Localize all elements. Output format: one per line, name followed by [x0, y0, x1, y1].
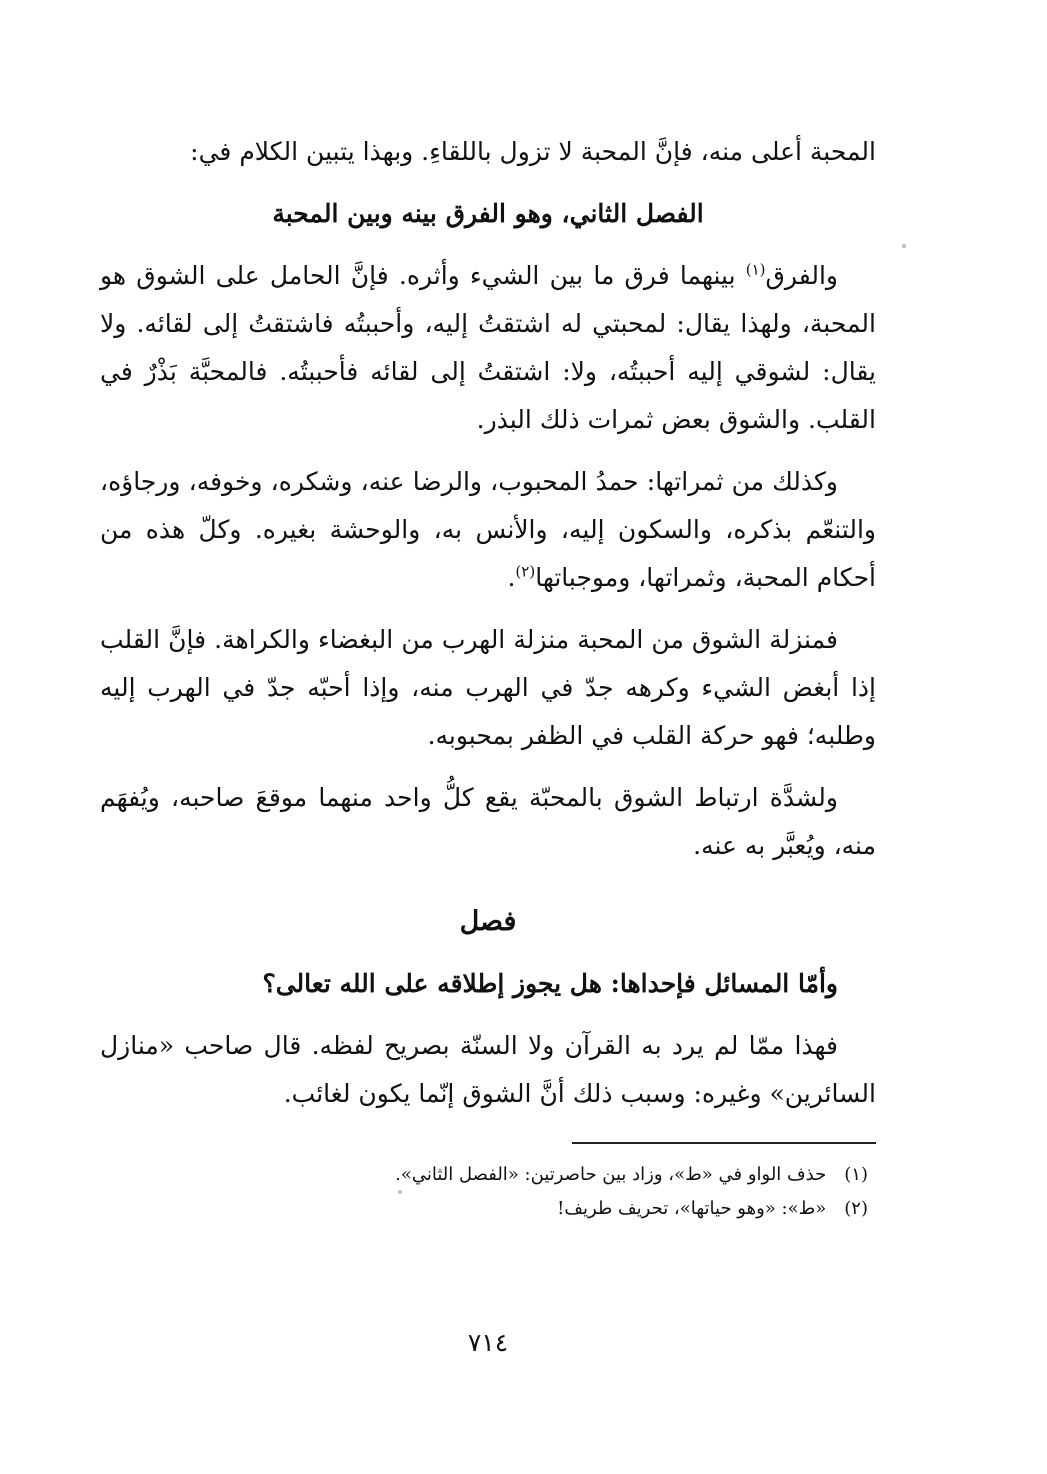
page-number: ٧١٤: [467, 1328, 509, 1357]
section-title-fasl: فصل: [459, 906, 517, 937]
paragraph-1: المحبة أعلى منه، فإنَّ المحبة لا تزول باللقاءِ. وبهذا يتبين الكلام في:: [190, 137, 876, 166]
paragraph-3: [100, 458, 876, 602]
paragraph-6: فهذا ممّا لم يرد به القرآن ولا السنّة بصريح لفظه. قال صاحب «منازل السائرين» وغيره: وسبب ذلك أنَّ الشوق إنّما يكون لغائب.: [100, 1031, 876, 1108]
paragraph-2-start: والفرق: [765, 261, 838, 290]
footnote-2-number: (٢): [844, 1198, 868, 1219]
footnote-1: [100, 1158, 876, 1192]
paragraph-3-start: وكذلك من ثمراتها: حمدُ المحبوب، والرضا عنه، وشكره، وخوفه، ورجاؤه، والتنعّم بذكره، والسكون إليه، والأنس به، والوحشة بغيره. وكلّ هذه من أحكام المحبة، وثمراتها، وموجباتها: [100, 467, 876, 592]
footnote-separator: [572, 1142, 876, 1144]
section-heading-second-chapter: الفصل الثاني، وهو الفرق بينه وبين المحبة: [272, 199, 704, 228]
paragraph-2: [100, 252, 876, 444]
footnote-2-text: «ط»: «وهو حياتها»، تحريف طريف!: [557, 1198, 827, 1219]
paragraph-5: ولشدَّة ارتباط الشوق بالمحبّة يقع كلُّ واحد منهما موقعَ صاحبه، ويُفهَم منه، ويُعبَّر به عنه.: [100, 783, 876, 860]
scan-speck: [902, 244, 906, 248]
footnote-ref-1[interactable]: (١): [745, 260, 766, 279]
footnote-ref-2[interactable]: (٢): [515, 562, 536, 581]
scan-speck: [398, 1190, 402, 1194]
paragraph-4: فمنزلة الشوق من المحبة منزلة الهرب من البغضاء والكراهة. فإنَّ القلب إذا أبغض الشيء وكرهه جدّ في الهرب منه، وإذا أحبّه جدّ في الهرب إليه وطلبه؛ فهو حركة القلب في الظفر بمحبوبه.: [100, 625, 876, 750]
book-page: [100, 128, 876, 1428]
paragraph-3-end: .: [507, 563, 516, 592]
question-heading: وأمّا المسائل فإحداها: هل يجوز إطلاقه على الله تعالى؟: [262, 969, 838, 998]
footnote-2: [100, 1192, 876, 1226]
footnote-1-text: حذف الواو في «ط»، وزاد بين حاصرتين: «الفصل الثاني».: [395, 1164, 827, 1185]
footnote-1-number: (١): [844, 1164, 868, 1185]
paragraph-2-rest: بينهما فرق ما بين الشيء وأثره. فإنَّ الحامل على الشوق هو المحبة، ولهذا يقال: لمحبتي له اشتقتُ إليه، وأحببتُه فاشتقتُ إلى لقائه. ولا يقال: لشوقي إليه أحببتُه، ولا: اشتقتُ إلى لقائه فأحببتُه. فالمحبَّة بَذْرٌ في القلب. والشوق بعض ثمرات ذلك البذر.: [100, 261, 876, 434]
